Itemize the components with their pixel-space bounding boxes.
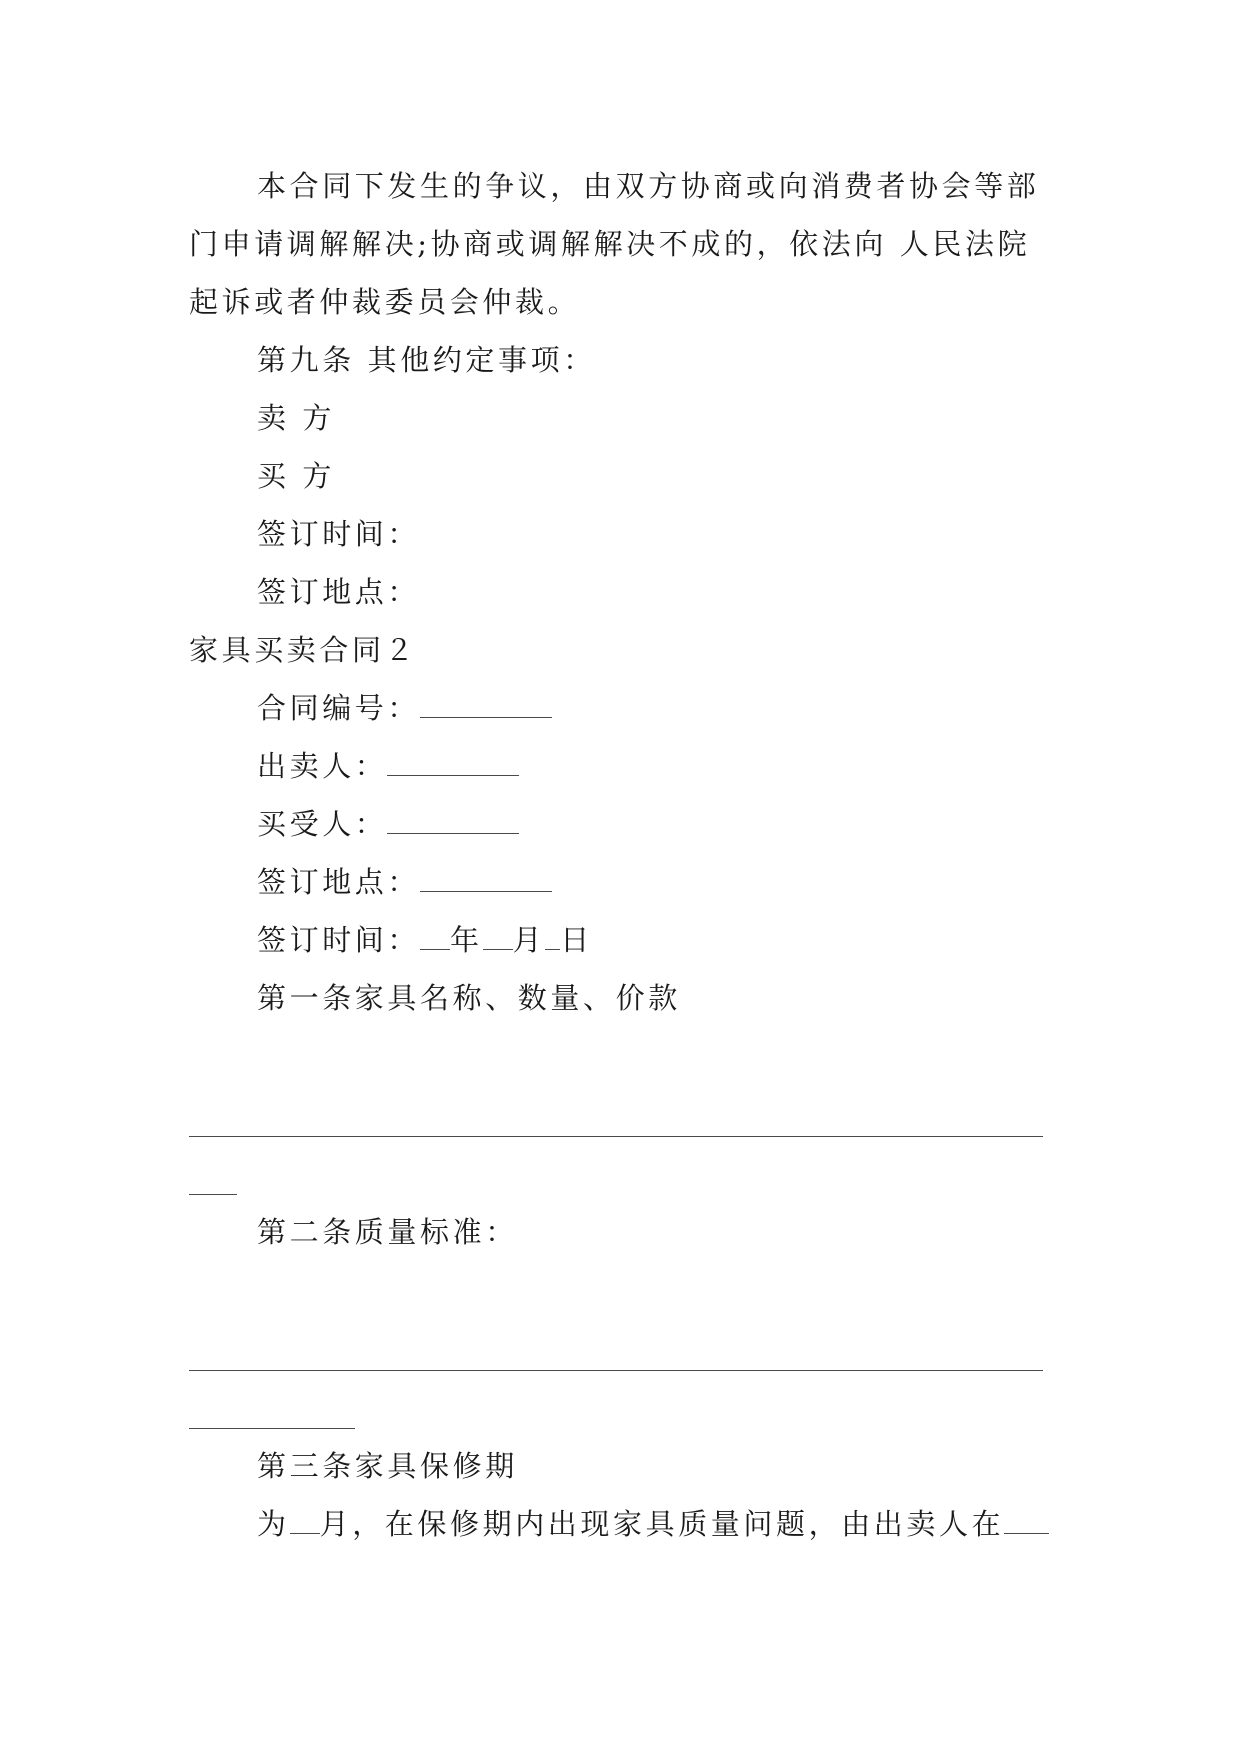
article-1-fill-line-end: [189, 1194, 237, 1195]
article-1-fill-line: [189, 1136, 1043, 1137]
contract-sign-place-label: 签订地点：: [257, 865, 421, 899]
dispute-paragraph-line-2: 门申请调解解决;协商或调解解决不成的，依法向 人民法院: [189, 227, 1031, 261]
sign-place-row: [257, 862, 552, 902]
seller-row: [257, 746, 519, 786]
article-1-heading: 第一条家具名称、数量、价款: [257, 981, 681, 1015]
buyer-blank: [387, 809, 519, 834]
buyer-row: [257, 804, 519, 844]
contract-number-label: 合同编号：: [257, 691, 421, 725]
article-2-heading: 第二条质量标准：: [257, 1215, 518, 1249]
sign-date-row: [257, 920, 593, 960]
article-3-heading: 第三条家具保修期: [257, 1449, 518, 1483]
article-2-fill-line-end: [189, 1428, 355, 1429]
day-label: 日: [560, 923, 593, 957]
day-blank: [545, 925, 560, 950]
contract-number-blank: [420, 693, 552, 718]
month-label: 月: [512, 923, 546, 957]
warranty-days-blank: [1004, 1509, 1049, 1534]
year-blank: [420, 925, 450, 950]
sign-place-label: 签订地点：: [257, 575, 421, 609]
dispute-paragraph-line-1: 本合同下发生的争议，由双方协商或向消费者协会等部: [257, 169, 1040, 203]
buyer-signature-label: 买 方: [257, 459, 336, 493]
warranty-prefix: 为: [257, 1507, 290, 1541]
article-2-fill-line: [189, 1370, 1043, 1371]
sign-place-blank: [420, 867, 552, 892]
seller-signature-label: 卖 方: [257, 401, 336, 435]
contract-2-title: 家具买卖合同２: [189, 633, 418, 667]
contract-number-row: [257, 688, 552, 728]
warranty-text: 月，在保修期内出现家具质量问题，由出卖人在: [319, 1507, 1005, 1541]
seller-blank: [387, 751, 519, 776]
warranty-row: [257, 1504, 1049, 1544]
sign-time-label: 签订时间：: [257, 517, 421, 551]
year-label: 年: [450, 923, 483, 957]
article-9-heading: 第九条 其他约定事项：: [257, 343, 596, 377]
dispute-paragraph-line-3: 起诉或者仲裁委员会仲裁。: [189, 285, 581, 319]
seller-label: 出卖人：: [257, 749, 388, 783]
contract-sign-time-label: 签订时间：: [257, 923, 421, 957]
month-blank: [483, 925, 513, 950]
warranty-months-blank: [290, 1509, 320, 1534]
buyer-label: 买受人：: [257, 807, 388, 841]
